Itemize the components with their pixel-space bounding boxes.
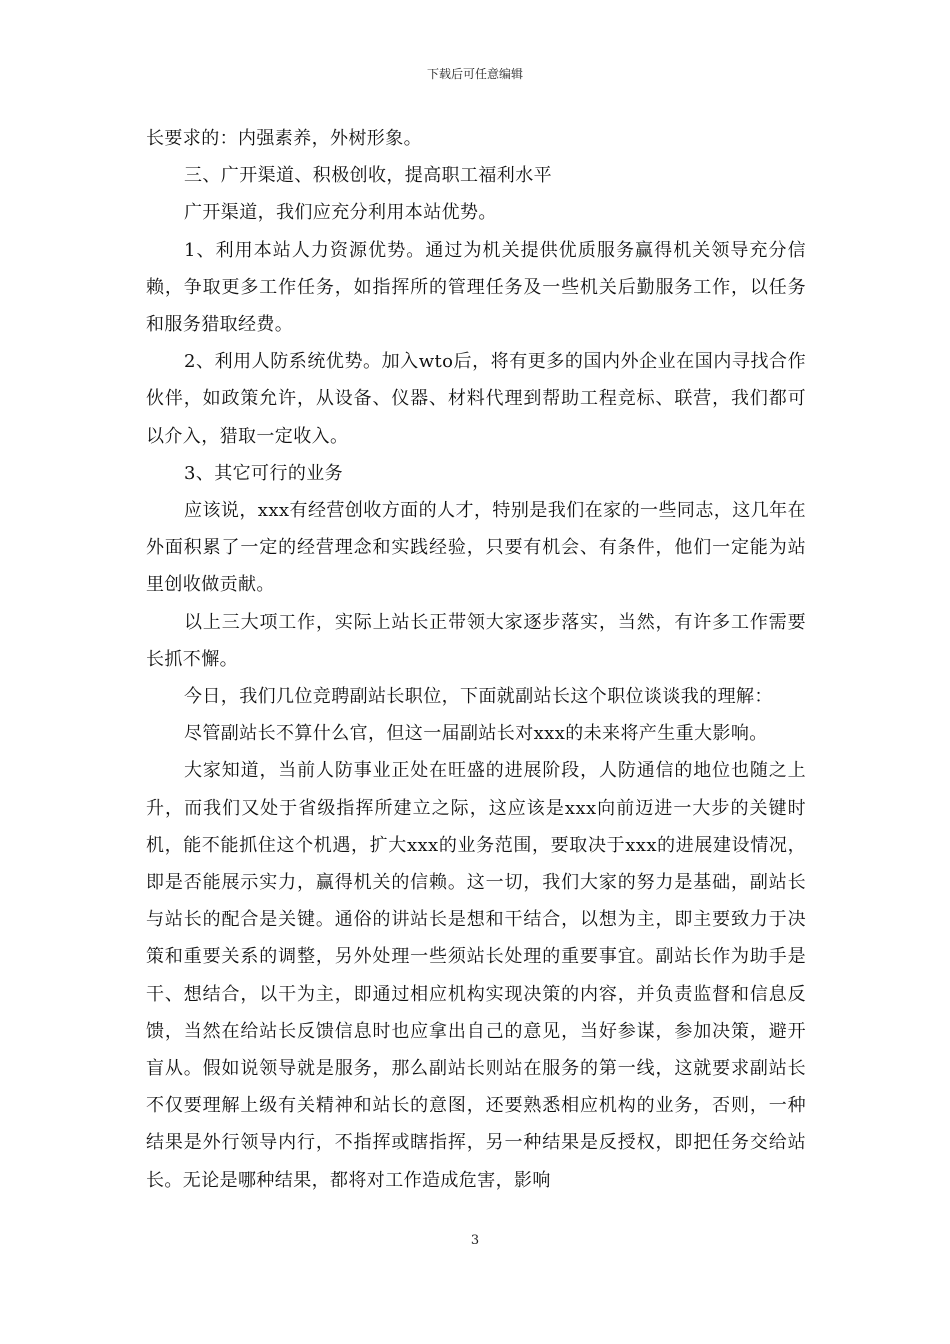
page-header: 下载后可任意编辑	[426, 67, 523, 81]
paragraph: 尽管副站长不算什么官，但这一届副站长对xxx的未来将产生重大影响。	[184, 723, 768, 745]
document-body	[146, 120, 806, 1199]
paragraph: 今日，我们几位竞聘副站长职位，下面就副站长这个职位谈谈我的理解：	[184, 686, 773, 708]
paragraph: 广开渠道，我们应充分利用本站优势。	[184, 202, 497, 224]
paragraph: 以上三大项工作，实际上站长正带领大家逐步落实，当然，有许多工作需要长抓不懈。	[146, 611, 806, 670]
paragraph: 大家知道，当前人防事业正处在旺盛的进展阶段，人防通信的地位也随之上升，而我们又处于省级指挥所建立之际，这应该是xxx向前迈进一大步的关键时机，能不能抓住这个机遇，扩大xxx的业务范围，要取决于xxx的进展建设情况，即是否能展示实力，赢得机关的信赖。这一切，我们大家的努力是基础，副站长与站长的配合是关键。通俗的讲站长是想和干结合，以想为主，即主要致力于决策和重要关系的调整，另外处理一些须站长处理的重要事宜。副站长作为助手是干、想结合，以干为主，即通过相应机构实现决策的内容，并负责监督和信息反馈，当然在给站长反馈信息时也应拿出自己的意见，当好参谋，参加决策，避开盲从。假如说领导就是服务，那么副站长则站在服务的第一线，这就要求副站长不仅要理解上级有关精神和站长的意图，还要熟悉相应机构的业务，否则，一种结果是外行领导内行，不指挥或瞎指挥，另一种结果是反授权，即把任务交给站长。无论是哪种结果，都将对工作造成危害，影响	[146, 760, 806, 1191]
list-item-3: 3、其它可行的业务	[184, 462, 344, 484]
list-item-1: 1、利用本站人力资源优势。通过为机关提供优质服务赢得机关领导充分信赖，争取更多工作任务，如指挥所的管理任务及一些机关后勤服务工作，以任务和服务猎取经费。	[146, 239, 806, 336]
page-number: 3	[470, 1233, 480, 1248]
section-heading-3: 三、广开渠道、积极创收，提高职工福利水平	[184, 165, 552, 187]
paragraph-continuation: 长要求的：内强素养，外树形象。	[146, 128, 422, 149]
list-item-2: 2、利用人防系统优势。加入wto后，将有更多的国内外企业在国内寻找合作伙伴，如政策允许，从设备、仪器、材料代理到帮助工程竞标、联营，我们都可以介入，猎取一定收入。	[146, 351, 806, 447]
paragraph: 应该说，xxx有经营创收方面的人才，特别是我们在家的一些同志，这几年在外面积累了一定的经营理念和实践经验，只要有机会、有条件，他们一定能为站里创收做贡献。	[146, 500, 806, 596]
